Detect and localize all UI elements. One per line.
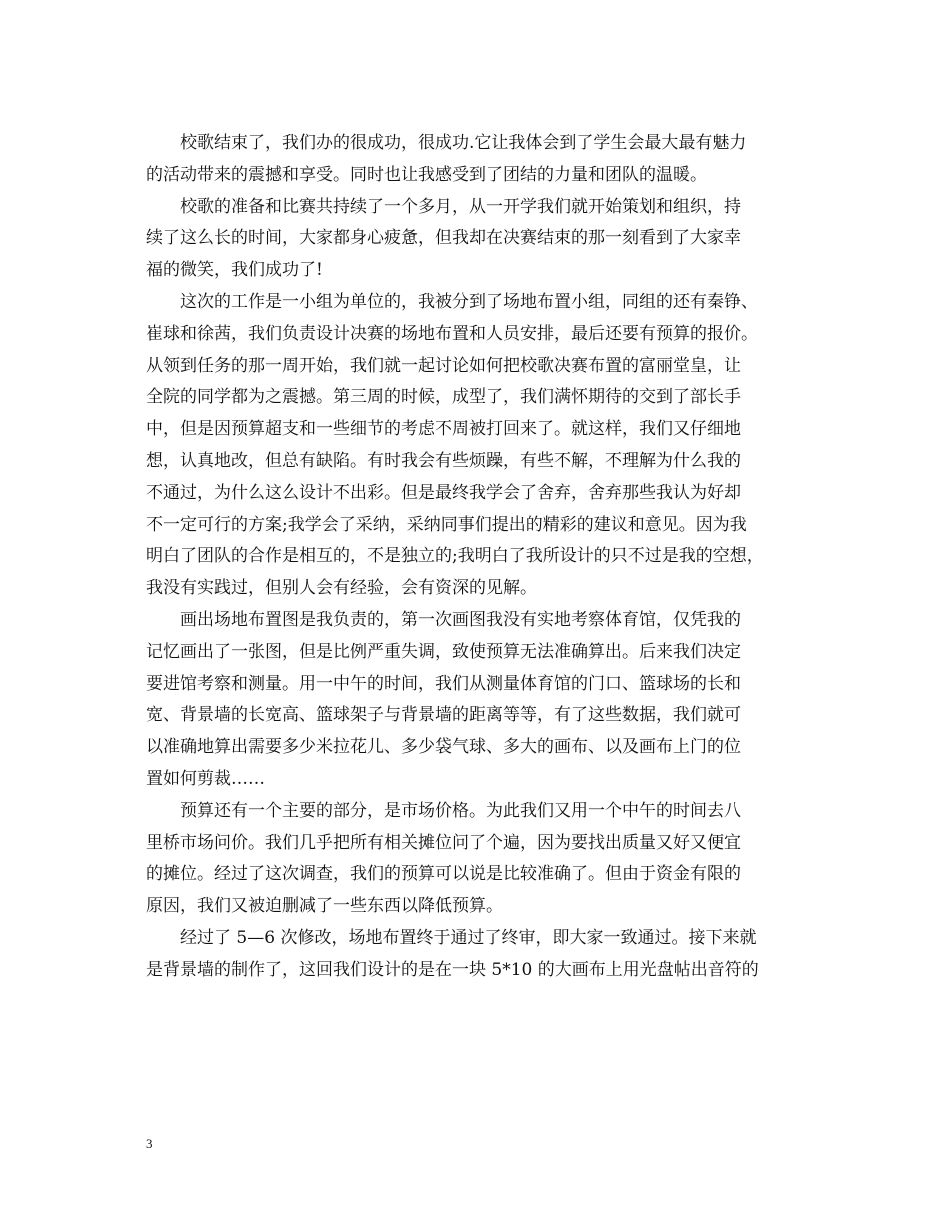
text-line: 续了这么长的时间，大家都身心疲惫，但我却在决赛结束的那一刻看到了大家幸 bbox=[146, 228, 741, 249]
text-line: 崔球和徐茜，我们负责设计决赛的场地布置和人员安排，最后还要有预算的报价。 bbox=[146, 323, 758, 344]
text-line: 从领到任务的那一周开始，我们就一起讨论如何把校歌决赛布置的富丽堂皇，让 bbox=[146, 355, 741, 376]
text-line: 明白了团队的合作是相互的，不是独立的;我明白了我所设计的只不过是我的空想， bbox=[146, 546, 764, 567]
text-line: 里桥市场问价。我们几乎把所有相关摊位问了个遍，因为要找出质量又好又便宜 bbox=[146, 832, 741, 853]
text-line: 全院的同学都为之震撼。第三周的时候，成型了，我们满怀期待的交到了部长手 bbox=[146, 387, 741, 408]
text-line: 宽、背景墙的长宽高、篮球架子与背景墙的距离等等，有了这些数据，我们就可 bbox=[146, 705, 741, 726]
page-number: 3 bbox=[146, 1136, 153, 1151]
text-line: 不一定可行的方案;我学会了采纳，采纳同事们提出的精彩的建议和意见。因为我 bbox=[146, 514, 747, 535]
text-line: 我没有实践过，但别人会有经验，会有资深的见解。 bbox=[146, 578, 537, 599]
text-line: 是背景墙的制作了，这回我们设计的是在一块 5*10 的大画布上用光盘帖出音符的 bbox=[146, 959, 759, 980]
text-line: 原因，我们又被迫删减了一些东西以降低预算。 bbox=[146, 896, 503, 917]
paragraph-first-line: 经过了 5—6 次修改，场地布置终于通过了终审，即大家一致通过。接下来就 bbox=[180, 927, 757, 948]
text-line: 想，认真地改，但总有缺陷。有时我会有些烦躁，有些不解，不理解为什么我的 bbox=[146, 450, 741, 471]
text-line: 记忆画出了一张图，但是比例严重失调，致使预算无法准确算出。后来我们决定 bbox=[146, 641, 741, 662]
text-line: 中，但是因预算超支和一些细节的考虑不周被打回来了。就这样，我们又仔细地 bbox=[146, 419, 741, 440]
text-line: 置如何剪裁…… bbox=[146, 768, 265, 789]
text-line: 福的微笑，我们成功了! bbox=[146, 260, 323, 281]
body-text bbox=[146, 128, 816, 987]
paragraph-first-line: 预算还有一个主要的部分，是市场价格。为此我们又用一个中午的时间去八 bbox=[180, 800, 741, 821]
text-line: 要进馆考察和测量。用一中午的时间，我们从测量体育馆的门口、篮球场的长和 bbox=[146, 673, 741, 694]
paragraph-first-line: 校歌的准备和比赛共持续了一个多月，从一开学我们就开始策划和组织，持 bbox=[180, 196, 741, 217]
text-line: 以准确地算出需要多少米拉花儿、多少袋气球、多大的画布、以及画布上门的位 bbox=[146, 737, 741, 758]
paragraph-first-line: 画出场地布置图是我负责的，第一次画图我没有实地考察体育馆，仅凭我的 bbox=[180, 609, 741, 630]
paragraph-first-line: 校歌结束了，我们办的很成功，很成功.它让我体会到了学生会最大最有魅力 bbox=[180, 133, 747, 153]
paragraph-first-line: 这次的工作是一小组为单位的，我被分到了场地布置小组，同组的还有秦铮、 bbox=[180, 291, 758, 312]
text-line: 不通过，为什么这么设计不出彩。但是最终我学会了舍弃，舍弃那些我认为好却 bbox=[146, 482, 741, 503]
text-line: 的活动带来的震撼和享受。同时也让我感受到了团结的力量和团队的温暖。 bbox=[146, 164, 707, 185]
text-line: 的摊位。经过了这次调查，我们的预算可以说是比较准确了。但由于资金有限的 bbox=[146, 864, 741, 885]
